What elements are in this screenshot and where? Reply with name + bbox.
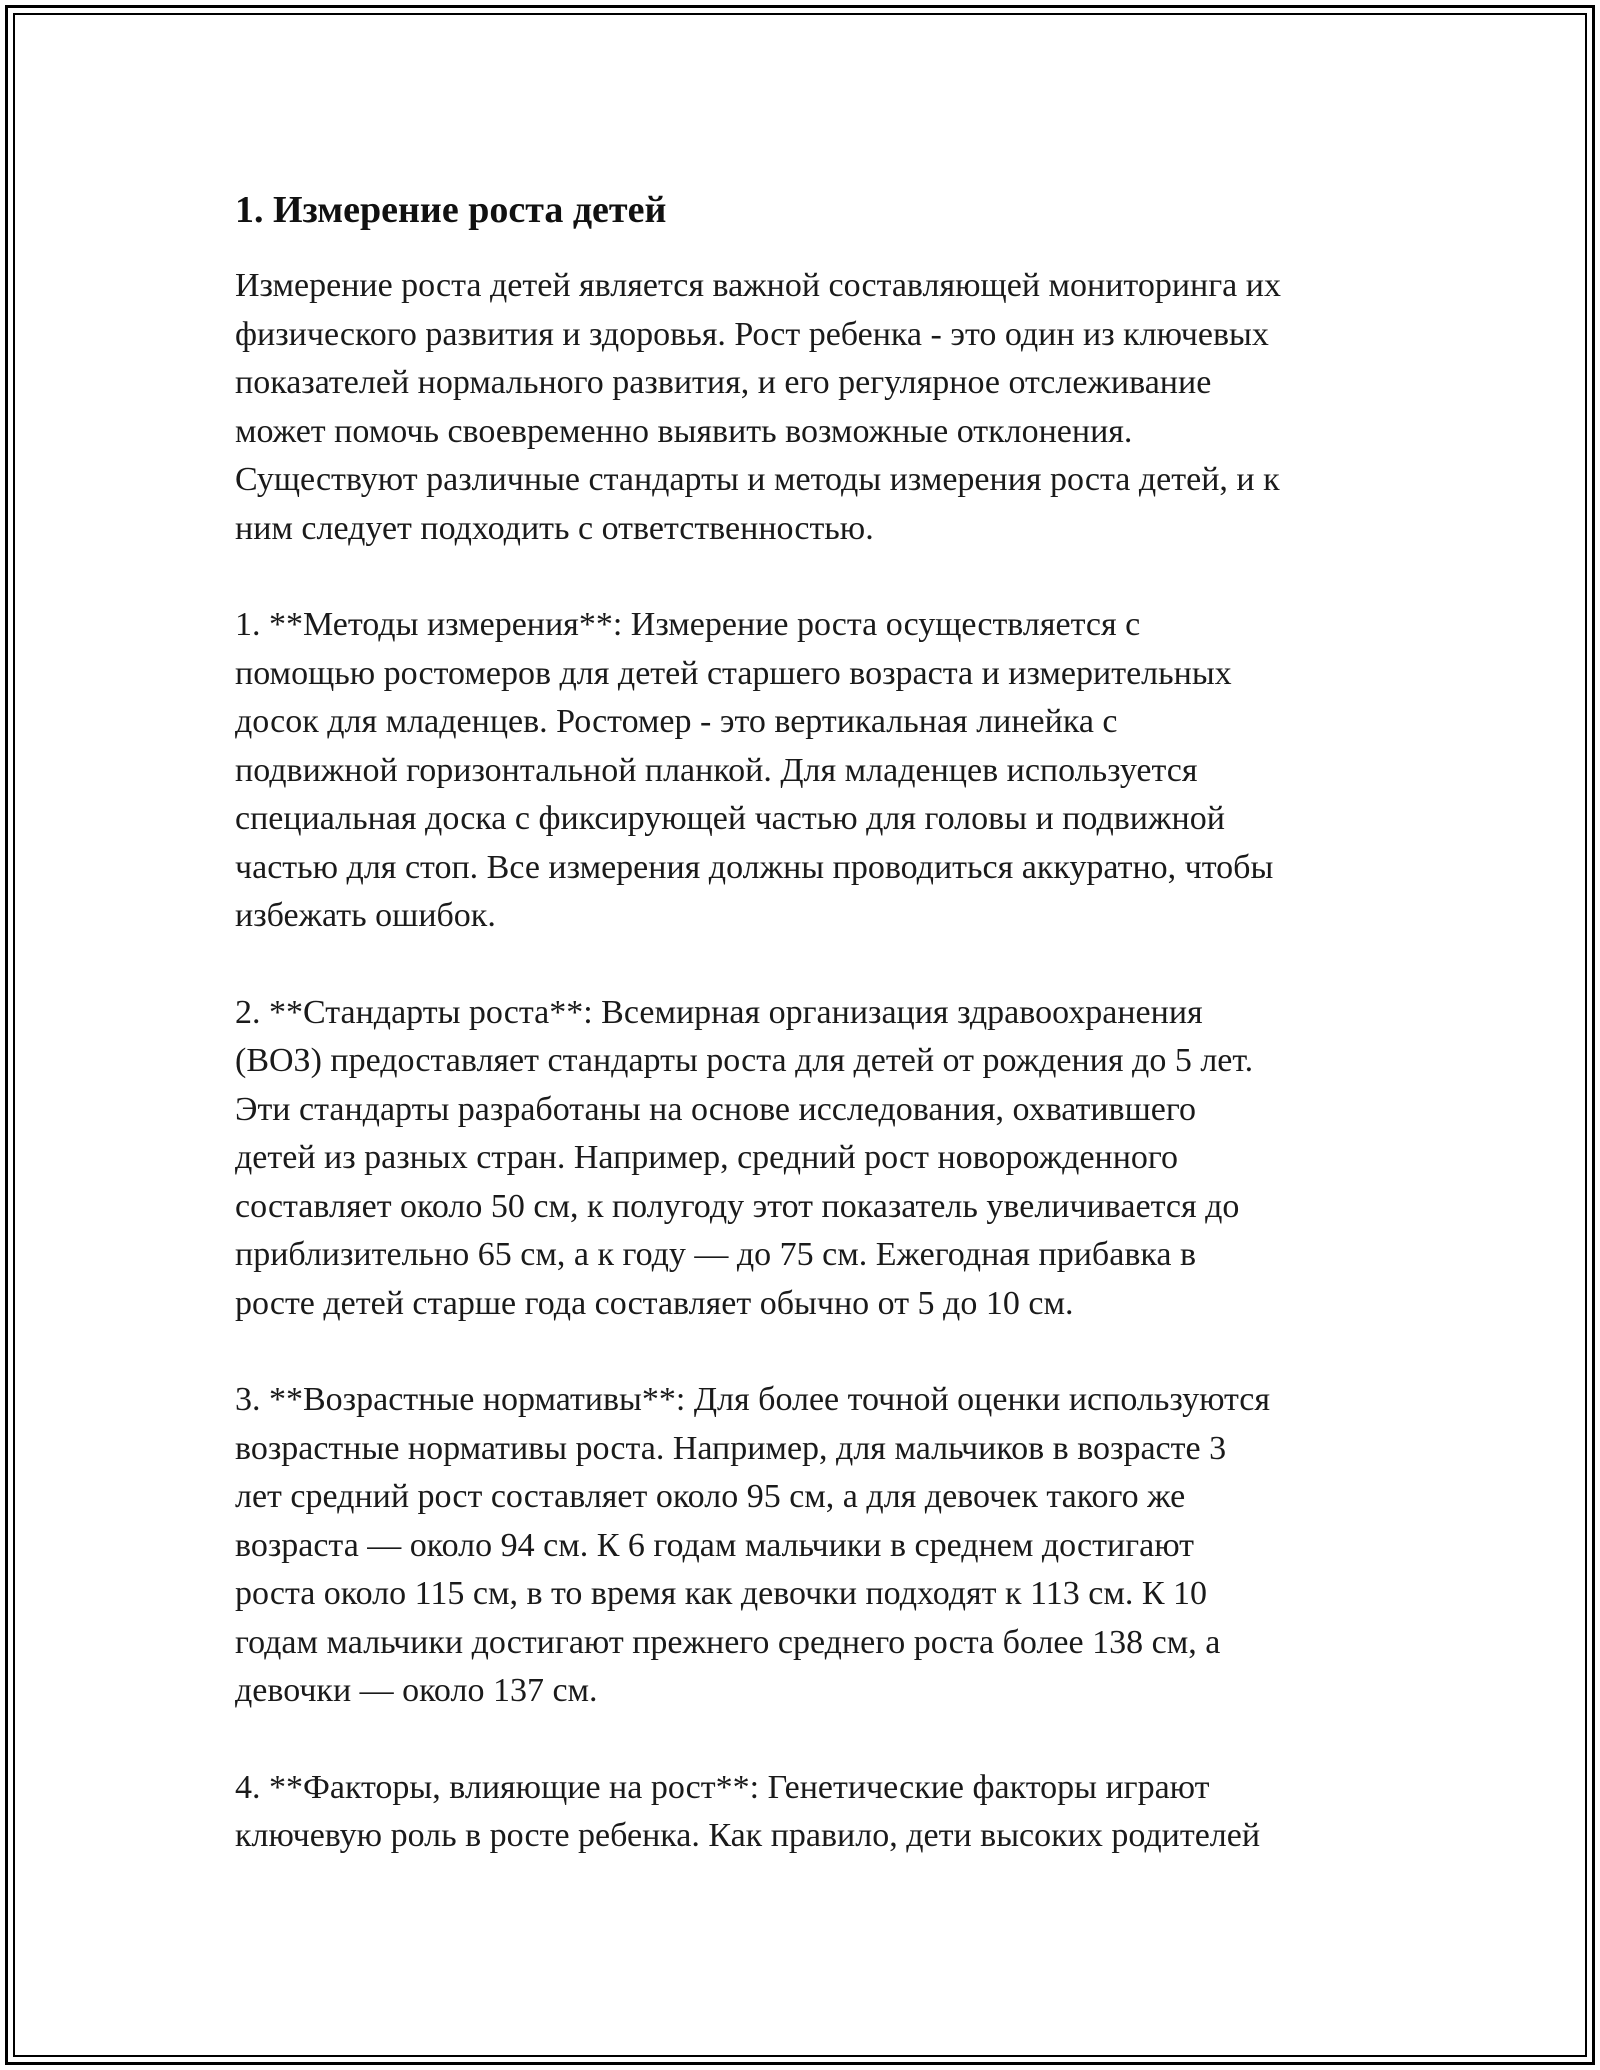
text-line: ключевую роль в росте ребенка. Как правило, дети высоких родителей [235,1817,1261,1854]
text-line: Измерение роста детей является важной составляющей мониторинга их [235,267,1281,304]
text-line: показателей нормального развития, и его регулярное отслеживание [235,364,1212,401]
text-line: помощью ростомеров для детей старшего возраста и измерительных [235,654,1232,692]
paragraph-age-norms [235,1376,1375,1716]
text-line: девочки — около 137 см. [235,1672,598,1709]
text-line: росте детей старше года составляет обычно от 5 до 10 см. [235,1284,1074,1322]
text-line: годам мальчики достигают прежнего среднего роста более 138 см, а [235,1623,1221,1661]
text-line: 2. **Стандарты роста**: Всемирная организация здравоохранения [235,993,1203,1031]
text-line: специальная доска с фиксирующей частью для головы и подвижной [235,800,1225,837]
text-line: детей из разных стран. Например, средний рост новорожденного [235,1139,1179,1176]
text-line: может помочь своевременно выявить возможные отклонения. [235,412,1133,450]
text-line: Эти стандарты разработаны на основе исследования, охватившего [235,1090,1196,1128]
text-line: возрастные нормативы роста. Например, для мальчиков в возрасте 3 [235,1429,1227,1467]
text-line: подвижной горизонтальной планкой. Для младенцев используется [235,751,1198,789]
text-line: возраста — около 94 см. К 6 годам мальчики в среднем достигают [235,1526,1195,1564]
text-line: лет средний рост составляет около 95 см, а для девочек такого же [235,1478,1186,1515]
paragraph-factors [235,1764,1375,1861]
document-body [235,186,1375,1909]
paragraph-intro [235,262,1375,553]
text-line: 3. **Возрастные нормативы**: Для более точной оценки используются [235,1381,1271,1418]
text-line: (ВОЗ) предоставляет стандарты роста для детей от рождения до 5 лет. [235,1042,1254,1079]
paragraph-standards [235,989,1375,1329]
text-line: Существуют различные стандарты и методы измерения роста детей, и к [235,461,1280,498]
text-line: приблизительно 65 см, а к году — до 75 см. Ежегодная прибавка в [235,1236,1197,1273]
text-line: роста около 115 см, в то время как девочки подходят к 113 см. К 10 [235,1575,1208,1612]
text-line: частью для стоп. Все измерения должны проводиться аккуратно, чтобы [235,848,1274,886]
section-heading: 1. Измерение роста детей [235,189,667,231]
text-line: ним следует подходить с ответственностью. [235,509,874,547]
text-line: избежать ошибок. [235,897,496,934]
text-line: физического развития и здоровья. Рост ребенка - это один из ключевых [235,315,1269,353]
paragraph-methods [235,601,1375,941]
text-line: 1. **Методы измерения**: Измерение роста осуществляется с [235,606,1141,643]
text-line: досок для младенцев. Ростомер - это вертикальная линейка с [235,703,1118,740]
text-line: 4. **Факторы, влияющие на рост**: Генетические факторы играют [235,1768,1210,1806]
text-line: составляет около 50 см, к полугоду этот показатель увеличивается до [235,1187,1240,1225]
